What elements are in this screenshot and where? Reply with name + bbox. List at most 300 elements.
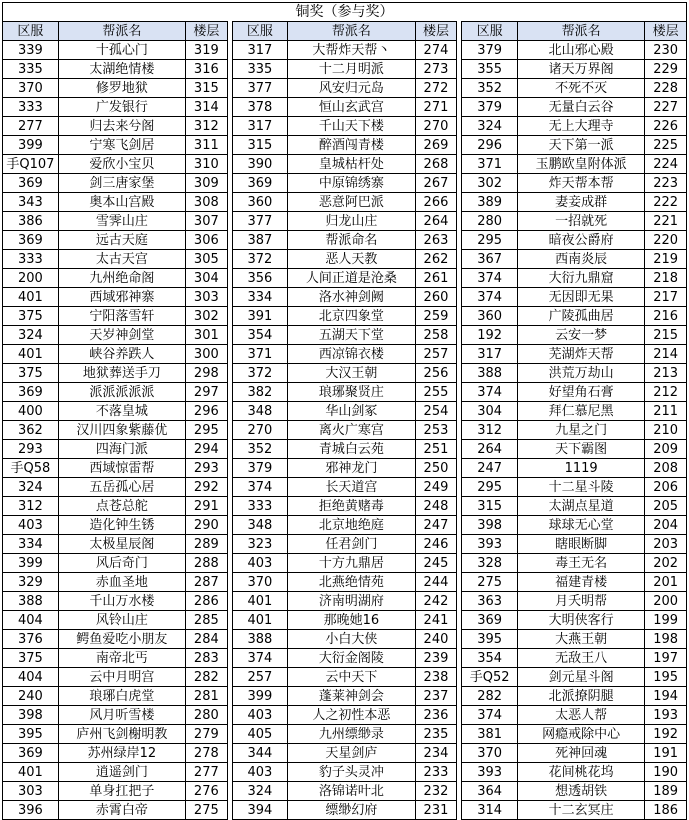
server-cell: 398 [462, 516, 518, 535]
floor-cell: 272 [415, 79, 457, 98]
floor-cell: 251 [415, 440, 457, 459]
table-row [462, 250, 687, 269]
server-cell: 405 [232, 725, 288, 744]
gang-name-cell: 想透胡铁 [518, 782, 645, 801]
server-cell: 275 [462, 573, 518, 592]
gang-name-cell: 剑元星斗阁 [518, 668, 645, 687]
server-cell: 388 [462, 364, 518, 383]
floor-cell: 245 [415, 554, 457, 573]
server-cell: 371 [232, 345, 288, 364]
server-cell: 374 [232, 478, 288, 497]
gang-name-cell: 雪霁山庄 [58, 212, 185, 231]
floor-cell: 319 [186, 41, 228, 60]
table-row [3, 326, 228, 345]
gang-name-cell: 风月听雪楼 [58, 706, 185, 725]
gang-name-cell: 离火广寒宫 [288, 421, 415, 440]
server-cell: 370 [232, 573, 288, 592]
floor-cell: 223 [645, 174, 687, 193]
server-cell: 379 [462, 41, 518, 60]
gang-name-cell: 赤血圣地 [58, 573, 185, 592]
server-cell: 389 [462, 193, 518, 212]
floor-cell: 283 [186, 649, 228, 668]
floor-cell: 248 [415, 497, 457, 516]
floor-cell: 314 [186, 98, 228, 117]
server-cell: 339 [3, 41, 59, 60]
gang-name-cell: 大燕王朝 [518, 630, 645, 649]
table-row [3, 364, 228, 383]
gang-name-cell: 归去来兮阁 [58, 117, 185, 136]
floor-cell: 280 [186, 706, 228, 725]
gang-name-cell: 远古天庭 [58, 231, 185, 250]
table-row [232, 649, 457, 668]
table-row [232, 117, 457, 136]
gang-name-cell: 大衍九鼎窟 [518, 269, 645, 288]
server-cell: 314 [462, 801, 518, 820]
floor-cell: 253 [415, 421, 457, 440]
server-cell: 348 [232, 402, 288, 421]
table-row [232, 535, 457, 554]
floor-cell: 282 [186, 668, 228, 687]
gang-name-cell: 拜仁慕尼黑 [518, 402, 645, 421]
floor-cell: 307 [186, 212, 228, 231]
table-row [462, 212, 687, 231]
table-row [462, 269, 687, 288]
table-row [3, 345, 228, 364]
gang-name-cell: 单身扛把子 [58, 782, 185, 801]
table-row [3, 288, 228, 307]
gang-name-cell: 人间正道是沧桑 [288, 269, 415, 288]
gang-name-cell: 九星之门 [518, 421, 645, 440]
floor-cell: 226 [645, 117, 687, 136]
gang-name-cell: 点苍总舵 [58, 497, 185, 516]
server-cell: 手Q107 [3, 155, 59, 174]
table-row [232, 364, 457, 383]
server-cell: 324 [3, 326, 59, 345]
table-row [462, 478, 687, 497]
table-row [3, 611, 228, 630]
server-cell: 手Q58 [3, 459, 59, 478]
floor-cell: 250 [415, 459, 457, 478]
server-cell: 369 [232, 174, 288, 193]
floor-cell: 305 [186, 250, 228, 269]
gang-name-cell: 太古天宫 [58, 250, 185, 269]
table-row [3, 193, 228, 212]
gang-name-cell: 无上大理寺 [518, 117, 645, 136]
table-row [462, 155, 687, 174]
floor-cell: 294 [186, 440, 228, 459]
gang-name-cell: 十二星斗陵 [518, 478, 645, 497]
floor-cell: 308 [186, 193, 228, 212]
server-cell: 374 [462, 269, 518, 288]
table-row [462, 345, 687, 364]
gang-name-cell: 苏州绿岸12 [58, 744, 185, 763]
server-cell: 403 [232, 763, 288, 782]
gang-name-cell: 邪神龙门 [288, 459, 415, 478]
server-cell: 401 [232, 592, 288, 611]
gang-name-cell: 千山天下楼 [288, 117, 415, 136]
table-row [462, 326, 687, 345]
table-row [3, 117, 228, 136]
gang-name-cell: 太湖绝情楼 [58, 60, 185, 79]
table-row [3, 421, 228, 440]
table-row [232, 326, 457, 345]
floor-cell: 225 [645, 136, 687, 155]
gang-name-cell: 蓬莱神剑会 [288, 687, 415, 706]
table-row [3, 79, 228, 98]
floor-cell: 287 [186, 573, 228, 592]
table-row [232, 440, 457, 459]
gang-name-cell: 太恶人帮 [518, 706, 645, 725]
server-cell: 247 [462, 459, 518, 478]
floor-cell: 228 [645, 79, 687, 98]
server-cell: 352 [232, 440, 288, 459]
floor-cell: 303 [186, 288, 228, 307]
floor-cell: 291 [186, 497, 228, 516]
table-row [232, 212, 457, 231]
server-cell: 379 [462, 98, 518, 117]
server-cell: 303 [3, 782, 59, 801]
gang-name-cell: 大汉王朝 [288, 364, 415, 383]
floor-cell: 295 [186, 421, 228, 440]
header-gang-name: 帮派名 [288, 22, 415, 41]
server-cell: 手Q52 [462, 668, 518, 687]
server-cell: 395 [462, 630, 518, 649]
header-server: 区服 [462, 22, 518, 41]
server-cell: 401 [3, 345, 59, 364]
table-row [3, 535, 228, 554]
floor-cell: 264 [415, 212, 457, 231]
floor-cell: 281 [186, 687, 228, 706]
floor-cell: 199 [645, 611, 687, 630]
gang-name-cell: 天下第一派 [518, 136, 645, 155]
gang-name-cell: 小白大侠 [288, 630, 415, 649]
server-cell: 399 [3, 136, 59, 155]
server-cell: 393 [462, 763, 518, 782]
floor-cell: 302 [186, 307, 228, 326]
server-cell: 391 [232, 307, 288, 326]
table-row [462, 440, 687, 459]
gang-name-cell: 天岁神剑堂 [58, 326, 185, 345]
server-cell: 295 [462, 478, 518, 497]
header-gang-name: 帮派名 [518, 22, 645, 41]
floor-cell: 269 [415, 136, 457, 155]
floor-cell: 233 [415, 763, 457, 782]
gang-name-cell: 任君剑门 [288, 535, 415, 554]
gang-name-cell: 大帮炸天帮丶 [288, 41, 415, 60]
floor-cell: 215 [645, 326, 687, 345]
table-row [3, 725, 228, 744]
gang-name-cell: 西域惊雷帮 [58, 459, 185, 478]
server-cell: 374 [462, 706, 518, 725]
gang-name-cell: 无因即无果 [518, 288, 645, 307]
floor-cell: 214 [645, 345, 687, 364]
table-row [232, 421, 457, 440]
server-cell: 352 [462, 79, 518, 98]
table-row [462, 79, 687, 98]
table-row [3, 554, 228, 573]
gang-name-cell: 庐州飞剑榭明教 [58, 725, 185, 744]
table-row [232, 98, 457, 117]
table-row [232, 630, 457, 649]
server-cell: 370 [3, 79, 59, 98]
server-cell: 277 [3, 117, 59, 136]
server-cell: 379 [232, 459, 288, 478]
server-cell: 335 [232, 60, 288, 79]
floor-cell: 276 [186, 782, 228, 801]
ranking-table-2 [232, 21, 458, 820]
table-row [462, 60, 687, 79]
table-row [462, 630, 687, 649]
server-cell: 404 [3, 611, 59, 630]
gang-name-cell: 北京四象堂 [288, 307, 415, 326]
header-gang-name: 帮派名 [58, 22, 185, 41]
gang-name-cell: 风安归元岛 [288, 79, 415, 98]
floor-cell: 189 [645, 782, 687, 801]
floor-cell: 198 [645, 630, 687, 649]
gang-name-cell: 四海门派 [58, 440, 185, 459]
server-cell: 372 [232, 364, 288, 383]
floor-cell: 279 [186, 725, 228, 744]
server-cell: 403 [232, 706, 288, 725]
table-row [3, 155, 228, 174]
gang-name-cell: 中原锦绣寨 [288, 174, 415, 193]
header-server: 区服 [3, 22, 59, 41]
server-cell: 399 [232, 687, 288, 706]
floor-cell: 246 [415, 535, 457, 554]
server-cell: 399 [3, 554, 59, 573]
server-cell: 317 [462, 345, 518, 364]
table-row [232, 60, 457, 79]
gang-name-cell: 那晚她16 [288, 611, 415, 630]
gang-name-cell: 北派撩阴腿 [518, 687, 645, 706]
server-cell: 378 [232, 98, 288, 117]
floor-cell: 242 [415, 592, 457, 611]
server-cell: 324 [232, 782, 288, 801]
floor-cell: 278 [186, 744, 228, 763]
server-cell: 360 [462, 307, 518, 326]
sheet-title: 铜奖（参与奖） [2, 2, 687, 21]
floor-cell: 266 [415, 193, 457, 212]
floor-cell: 293 [186, 459, 228, 478]
table-row [462, 744, 687, 763]
server-cell: 374 [462, 288, 518, 307]
header-floor: 楼层 [415, 22, 457, 41]
server-cell: 295 [462, 231, 518, 250]
floor-cell: 235 [415, 725, 457, 744]
floor-cell: 255 [415, 383, 457, 402]
server-cell: 304 [462, 402, 518, 421]
floor-cell: 203 [645, 535, 687, 554]
floor-cell: 297 [186, 383, 228, 402]
gang-name-cell: 人之初性本恶 [288, 706, 415, 725]
gang-name-cell: 十方九鼎居 [288, 554, 415, 573]
gang-name-cell: 豹子头灵冲 [288, 763, 415, 782]
gang-name-cell: 洛水神剑阙 [288, 288, 415, 307]
floor-cell: 271 [415, 98, 457, 117]
floor-cell: 309 [186, 174, 228, 193]
floor-cell: 193 [645, 706, 687, 725]
gang-name-cell: 风铃山庄 [58, 611, 185, 630]
server-cell: 344 [232, 744, 288, 763]
gang-name-cell: 西凉锦衣楼 [288, 345, 415, 364]
table-row [232, 307, 457, 326]
server-cell: 240 [3, 687, 59, 706]
gang-name-cell: 逍遥剑门 [58, 763, 185, 782]
floor-cell: 310 [186, 155, 228, 174]
floor-cell: 270 [415, 117, 457, 136]
table-row [3, 440, 228, 459]
gang-name-cell: 死神回魂 [518, 744, 645, 763]
floor-cell: 192 [645, 725, 687, 744]
gang-name-cell: 五湖天下堂 [288, 326, 415, 345]
gang-name-cell: 广陵孤曲居 [518, 307, 645, 326]
table-row [3, 60, 228, 79]
server-cell: 404 [3, 668, 59, 687]
server-cell: 376 [3, 630, 59, 649]
table-row [462, 687, 687, 706]
floor-cell: 257 [415, 345, 457, 364]
floor-cell: 247 [415, 516, 457, 535]
server-cell: 393 [462, 535, 518, 554]
table-row [232, 136, 457, 155]
server-cell: 387 [232, 231, 288, 250]
floor-cell: 202 [645, 554, 687, 573]
header-row [3, 22, 228, 41]
server-cell: 375 [3, 649, 59, 668]
table-row [462, 41, 687, 60]
floor-cell: 301 [186, 326, 228, 345]
gang-name-cell: 恒山玄武宫 [288, 98, 415, 117]
floor-cell: 231 [415, 801, 457, 820]
gang-name-cell: 十二玄冥庄 [518, 801, 645, 820]
table-row [232, 782, 457, 801]
table-row [3, 478, 228, 497]
gang-name-cell: 大衍金阁陵 [288, 649, 415, 668]
server-cell: 400 [3, 402, 59, 421]
floor-cell: 311 [186, 136, 228, 155]
gang-name-cell: 好望角石膏 [518, 383, 645, 402]
gang-name-cell: 天星剑庐 [288, 744, 415, 763]
ranking-table-1 [2, 21, 228, 820]
table-row [232, 193, 457, 212]
table-row [232, 231, 457, 250]
floor-cell: 256 [415, 364, 457, 383]
table-row [232, 554, 457, 573]
gang-name-cell: 炸天帮本帮 [518, 174, 645, 193]
server-cell: 388 [3, 592, 59, 611]
gang-name-cell: 修罗地狱 [58, 79, 185, 98]
server-cell: 315 [462, 497, 518, 516]
gang-name-cell: 天下霸图 [518, 440, 645, 459]
floor-cell: 201 [645, 573, 687, 592]
table-row [462, 516, 687, 535]
table-row [232, 155, 457, 174]
table-row [3, 630, 228, 649]
gang-name-cell: 拒绝黄赌毒 [288, 497, 415, 516]
table-row [232, 687, 457, 706]
floor-cell: 312 [186, 117, 228, 136]
table-row [232, 611, 457, 630]
server-cell: 396 [3, 801, 59, 820]
table-row [3, 592, 228, 611]
gang-name-cell: 玉鹏欧皇附体派 [518, 155, 645, 174]
table-row [3, 516, 228, 535]
gang-name-cell: 九州缥缈录 [288, 725, 415, 744]
server-cell: 381 [462, 725, 518, 744]
gang-name-cell: 风后奇门 [58, 554, 185, 573]
server-cell: 334 [3, 535, 59, 554]
floor-cell: 304 [186, 269, 228, 288]
header-server: 区服 [232, 22, 288, 41]
table-row [232, 592, 457, 611]
gang-name-cell: 毒王无名 [518, 554, 645, 573]
floor-cell: 219 [645, 250, 687, 269]
floor-cell: 232 [415, 782, 457, 801]
server-cell: 369 [462, 611, 518, 630]
table-row [462, 497, 687, 516]
table-row [3, 307, 228, 326]
server-cell: 257 [232, 668, 288, 687]
gang-name-cell: 派派派派派 [58, 383, 185, 402]
server-cell: 375 [3, 307, 59, 326]
table-row [462, 801, 687, 820]
gang-name-cell: 帮派命名 [288, 231, 415, 250]
table-row [3, 98, 228, 117]
gang-name-cell: 洛锦诺叶北 [288, 782, 415, 801]
table-row [462, 592, 687, 611]
gang-name-cell: 1119 [518, 459, 645, 478]
gang-name-cell: 洪荒万劫山 [518, 364, 645, 383]
table-row [3, 687, 228, 706]
server-cell: 302 [462, 174, 518, 193]
server-cell: 382 [232, 383, 288, 402]
table-row [232, 288, 457, 307]
gang-name-cell: 十二月明派 [288, 60, 415, 79]
server-cell: 317 [232, 41, 288, 60]
server-cell: 371 [462, 155, 518, 174]
floor-cell: 190 [645, 763, 687, 782]
table-row [462, 117, 687, 136]
floor-cell: 273 [415, 60, 457, 79]
floor-cell: 220 [645, 231, 687, 250]
table-row [232, 41, 457, 60]
server-cell: 200 [3, 269, 59, 288]
table-row [462, 136, 687, 155]
floor-cell: 206 [645, 478, 687, 497]
gang-name-cell: 不死不灭 [518, 79, 645, 98]
table-row [232, 478, 457, 497]
floor-cell: 237 [415, 687, 457, 706]
floor-cell: 277 [186, 763, 228, 782]
floor-cell: 236 [415, 706, 457, 725]
floor-cell: 290 [186, 516, 228, 535]
ranking-table-3 [461, 21, 687, 820]
gang-name-cell: 云中天下 [288, 668, 415, 687]
gang-name-cell: 剑三唐家堡 [58, 174, 185, 193]
gang-name-cell: 琅琊白虎堂 [58, 687, 185, 706]
server-cell: 395 [3, 725, 59, 744]
gang-name-cell: 无量白云谷 [518, 98, 645, 117]
floor-cell: 186 [645, 801, 687, 820]
server-cell: 369 [3, 744, 59, 763]
floor-cell: 204 [645, 516, 687, 535]
table-row [232, 744, 457, 763]
table-row [232, 725, 457, 744]
table-row [462, 535, 687, 554]
ranking-sheet [2, 2, 687, 820]
table-row [232, 402, 457, 421]
floor-cell: 263 [415, 231, 457, 250]
